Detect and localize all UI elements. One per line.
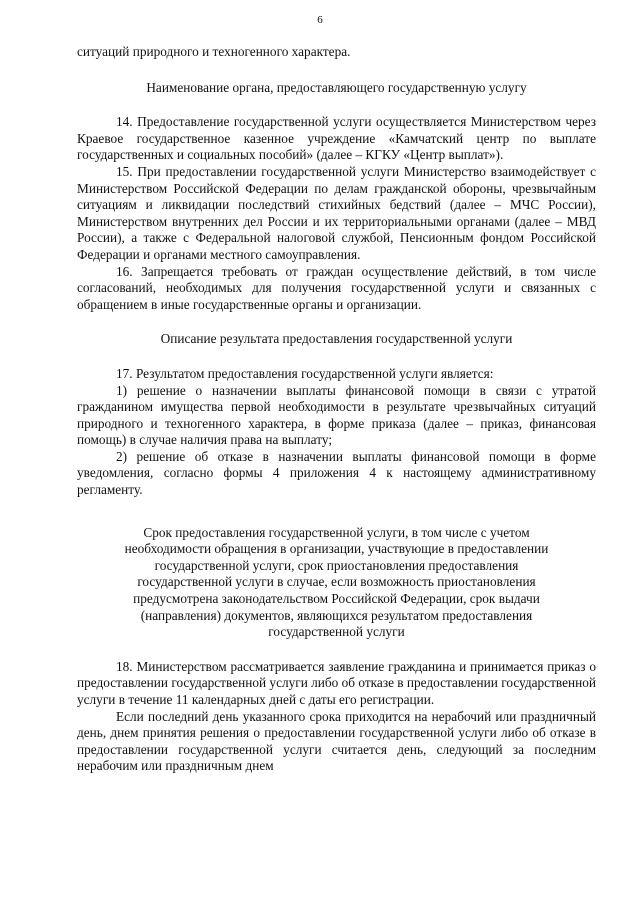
paragraph-15: 15. При предоставлении государственной услуги Министерство взаимодействует с Министерством Российской Федерации по делам гражданской обороны, чрезвычайным ситуациям и ликвидации последствий стихийных бедствий (далее – МЧС России), Министерством внутренних дел России и их территориальными органами (далее – МВД России), а также с Федеральной налоговой службой, Пенсионным фондом Российской Федерации и органами местного самоуправления. [77,163,596,262]
list-item-1: 1) решение о назначении выплаты финансовой помощи в связи с утратой гражданином имущества первой необходимости в результате чрезвычайных ситуаций природного и техногенного характера, в форме приказа (далее – приказ, финансовая помощь) в случае наличия права на выплату; [77,382,596,448]
section-heading-authority: Наименование органа, предоставляющего государственную услугу [146,79,527,95]
paragraph-18-continued: Если последний день указанного срока приходится на нерабочий или праздничный день, днем принятия решения о предоставлении государственной услуги либо об отказе в предоставлении государственной услуги считается день, следующий за последним нерабочим или праздничным днем [77,708,596,774]
page-number: 6 [317,14,323,26]
section-heading-result: Описание результата предоставления государственной услуги [160,331,513,347]
paragraph-16: 16. Запрещается требовать от граждан осуществление действий, в том числе согласований, необходимых для получения государственной услуги и связанных с обращением в иные государственные органы и организации. [77,263,596,312]
paragraph-14: 14. Предоставление государственной услуги осуществляется Министерством через Краевое государственное казенное учреждение «Камчатский центр по выплате государственных и социальных пособий» (далее – КГКУ «Центр выплат»). [77,114,596,163]
list-item-2: 2) решение об отказе в назначении выплаты финансовой помощи в форме уведомления, согласно формы 4 приложения 4 к настоящему административному регламенту. [77,448,596,498]
document-body [77,44,596,775]
continuation-text: ситуаций природного и техногенного характера. [77,44,351,59]
paragraph-17: 17. Результатом предоставления государственной услуги является: [116,365,494,381]
section-heading-term: Срок предоставления государственной услуги, в том числе с учетом необходимости обращения в организации, участвующие в предоставлении государственной услуги, срок приостановления предоставления государственной услуги в случае, если возможность приостановления предусмотрена законодательством Российской Федерации, срок выдачи (направления) документов, являющихся результатом предоставления государственной услуги [124,524,549,640]
paragraph-18: 18. Министерством рассматривается заявление гражданина и принимается приказ о предоставлении государственной услуги либо об отказе в предоставлении государственной услуги в течение 11 календарных дней с даты его регистрации. [77,658,596,707]
